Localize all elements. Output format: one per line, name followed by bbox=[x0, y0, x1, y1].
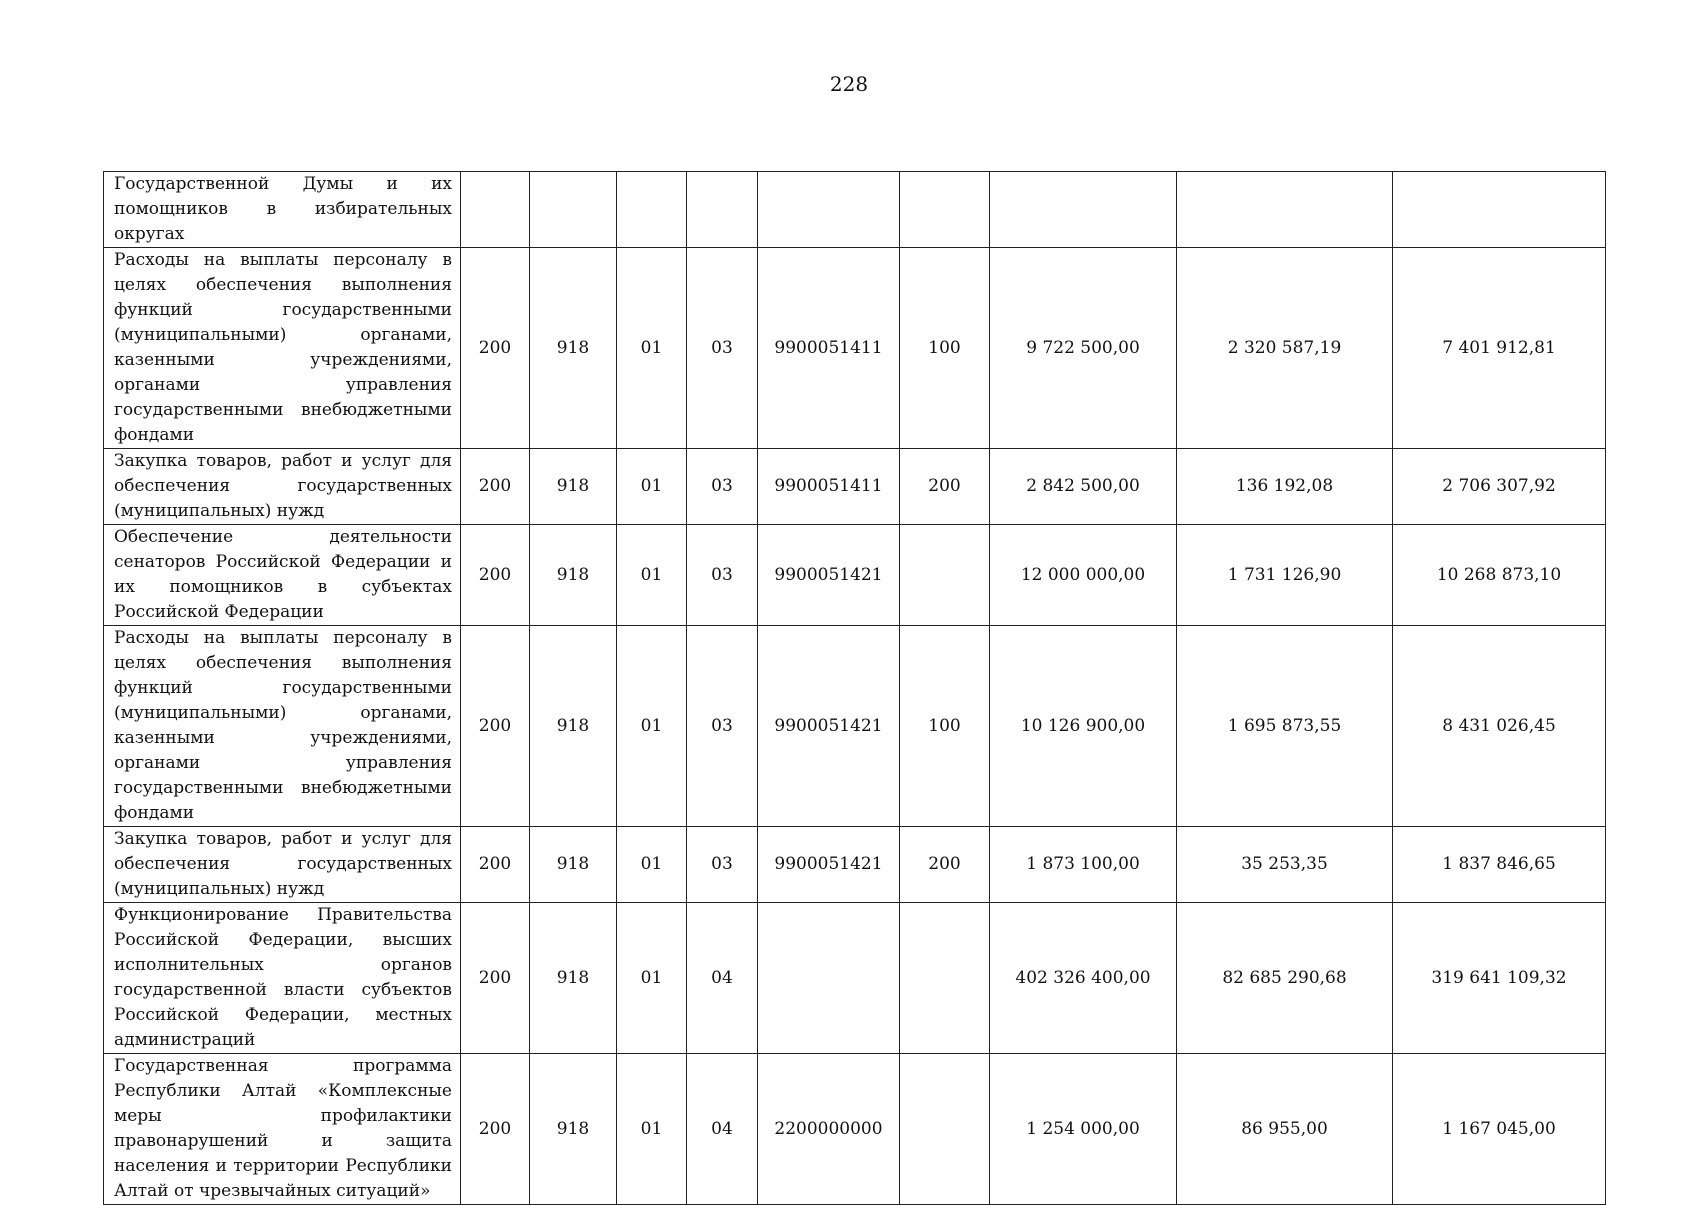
table-row bbox=[104, 903, 1606, 1054]
cell-code: 03 bbox=[687, 827, 758, 903]
cell-code bbox=[687, 172, 758, 248]
cell-code bbox=[758, 903, 900, 1054]
row-name: Закупка товаров, работ и услуг для обеспечения государственных (муниципальных) нужд bbox=[104, 449, 461, 525]
row-name: Расходы на выплаты персоналу в целях обеспечения выполнения функций государственными (муниципальными) органами, казенными учреждениями, органами управления государственными внебюджетными фондами bbox=[104, 248, 461, 449]
cell-amount: 12 000 000,00 bbox=[990, 525, 1177, 626]
cell-code: 01 bbox=[617, 626, 687, 827]
cell-code: 918 bbox=[530, 827, 617, 903]
cell-amount: 2 320 587,19 bbox=[1177, 248, 1393, 449]
cell-code: 100 bbox=[900, 626, 990, 827]
table-row bbox=[104, 827, 1606, 903]
cell-code bbox=[461, 172, 530, 248]
cell-amount bbox=[1393, 172, 1606, 248]
cell-amount: 319 641 109,32 bbox=[1393, 903, 1606, 1054]
cell-code: 9900051411 bbox=[758, 449, 900, 525]
cell-code: 01 bbox=[617, 525, 687, 626]
cell-code: 918 bbox=[530, 903, 617, 1054]
cell-amount: 8 431 026,45 bbox=[1393, 626, 1606, 827]
cell-amount: 10 268 873,10 bbox=[1393, 525, 1606, 626]
cell-amount: 82 685 290,68 bbox=[1177, 903, 1393, 1054]
cell-code: 9900051421 bbox=[758, 827, 900, 903]
cell-code: 200 bbox=[461, 525, 530, 626]
cell-code: 918 bbox=[530, 525, 617, 626]
cell-amount: 35 253,35 bbox=[1177, 827, 1393, 903]
cell-code: 04 bbox=[687, 903, 758, 1054]
cell-code: 03 bbox=[687, 626, 758, 827]
row-name: Закупка товаров, работ и услуг для обеспечения государственных (муниципальных) нужд bbox=[104, 827, 461, 903]
table-row bbox=[104, 626, 1606, 827]
table-row bbox=[104, 449, 1606, 525]
cell-code: 200 bbox=[461, 903, 530, 1054]
cell-amount: 1 167 045,00 bbox=[1393, 1054, 1606, 1205]
cell-code: 01 bbox=[617, 1054, 687, 1205]
cell-amount: 1 695 873,55 bbox=[1177, 626, 1393, 827]
cell-amount: 402 326 400,00 bbox=[990, 903, 1177, 1054]
cell-amount: 2 706 307,92 bbox=[1393, 449, 1606, 525]
cell-code bbox=[900, 903, 990, 1054]
cell-code bbox=[900, 172, 990, 248]
cell-code: 200 bbox=[461, 449, 530, 525]
cell-code: 9900051421 bbox=[758, 525, 900, 626]
cell-amount bbox=[990, 172, 1177, 248]
table-row bbox=[104, 525, 1606, 626]
cell-amount: 10 126 900,00 bbox=[990, 626, 1177, 827]
cell-code: 200 bbox=[900, 449, 990, 525]
cell-code: 200 bbox=[900, 827, 990, 903]
cell-code: 01 bbox=[617, 903, 687, 1054]
cell-code: 01 bbox=[617, 248, 687, 449]
cell-amount: 136 192,08 bbox=[1177, 449, 1393, 525]
cell-code bbox=[900, 1054, 990, 1205]
cell-code: 01 bbox=[617, 827, 687, 903]
row-name: Государственной Думы и их помощников в избирательных округах bbox=[104, 172, 461, 248]
cell-code: 918 bbox=[530, 626, 617, 827]
cell-amount: 9 722 500,00 bbox=[990, 248, 1177, 449]
cell-code: 03 bbox=[687, 525, 758, 626]
cell-code: 200 bbox=[461, 827, 530, 903]
cell-code bbox=[758, 172, 900, 248]
cell-code: 918 bbox=[530, 1054, 617, 1205]
cell-code: 01 bbox=[617, 449, 687, 525]
page-number: 228 bbox=[829, 72, 869, 96]
cell-code: 200 bbox=[461, 626, 530, 827]
row-name: Государственная программа Республики Алтай «Комплексные меры профилактики правонарушений и защита населения и территории Республики Алтай от чрезвычайных ситуаций» bbox=[104, 1054, 461, 1205]
cell-code: 03 bbox=[687, 248, 758, 449]
cell-amount: 1 254 000,00 bbox=[990, 1054, 1177, 1205]
cell-code bbox=[617, 172, 687, 248]
cell-amount: 2 842 500,00 bbox=[990, 449, 1177, 525]
cell-code: 9900051421 bbox=[758, 626, 900, 827]
cell-code bbox=[530, 172, 617, 248]
cell-code: 03 bbox=[687, 449, 758, 525]
cell-amount: 1 731 126,90 bbox=[1177, 525, 1393, 626]
cell-amount: 1 873 100,00 bbox=[990, 827, 1177, 903]
cell-amount: 86 955,00 bbox=[1177, 1054, 1393, 1205]
cell-code: 9900051411 bbox=[758, 248, 900, 449]
cell-code: 918 bbox=[530, 449, 617, 525]
cell-code: 918 bbox=[530, 248, 617, 449]
cell-code: 200 bbox=[461, 1054, 530, 1205]
table-row bbox=[104, 1054, 1606, 1205]
cell-code: 04 bbox=[687, 1054, 758, 1205]
cell-code: 200 bbox=[461, 248, 530, 449]
cell-amount: 1 837 846,65 bbox=[1393, 827, 1606, 903]
row-name: Расходы на выплаты персоналу в целях обеспечения выполнения функций государственными (муниципальными) органами, казенными учреждениями, органами управления государственными внебюджетными фондами bbox=[104, 626, 461, 827]
budget-table bbox=[103, 171, 1606, 1205]
cell-code bbox=[900, 525, 990, 626]
table-row bbox=[104, 172, 1606, 248]
cell-amount bbox=[1177, 172, 1393, 248]
cell-code: 100 bbox=[900, 248, 990, 449]
cell-code: 2200000000 bbox=[758, 1054, 900, 1205]
row-name: Обеспечение деятельности сенаторов Российской Федерации и их помощников в субъектах Российской Федерации bbox=[104, 525, 461, 626]
cell-amount: 7 401 912,81 bbox=[1393, 248, 1606, 449]
row-name: Функционирование Правительства Российской Федерации, высших исполнительных органов государственной власти субъектов Российской Федерации, местных администраций bbox=[104, 903, 461, 1054]
table-row bbox=[104, 248, 1606, 449]
